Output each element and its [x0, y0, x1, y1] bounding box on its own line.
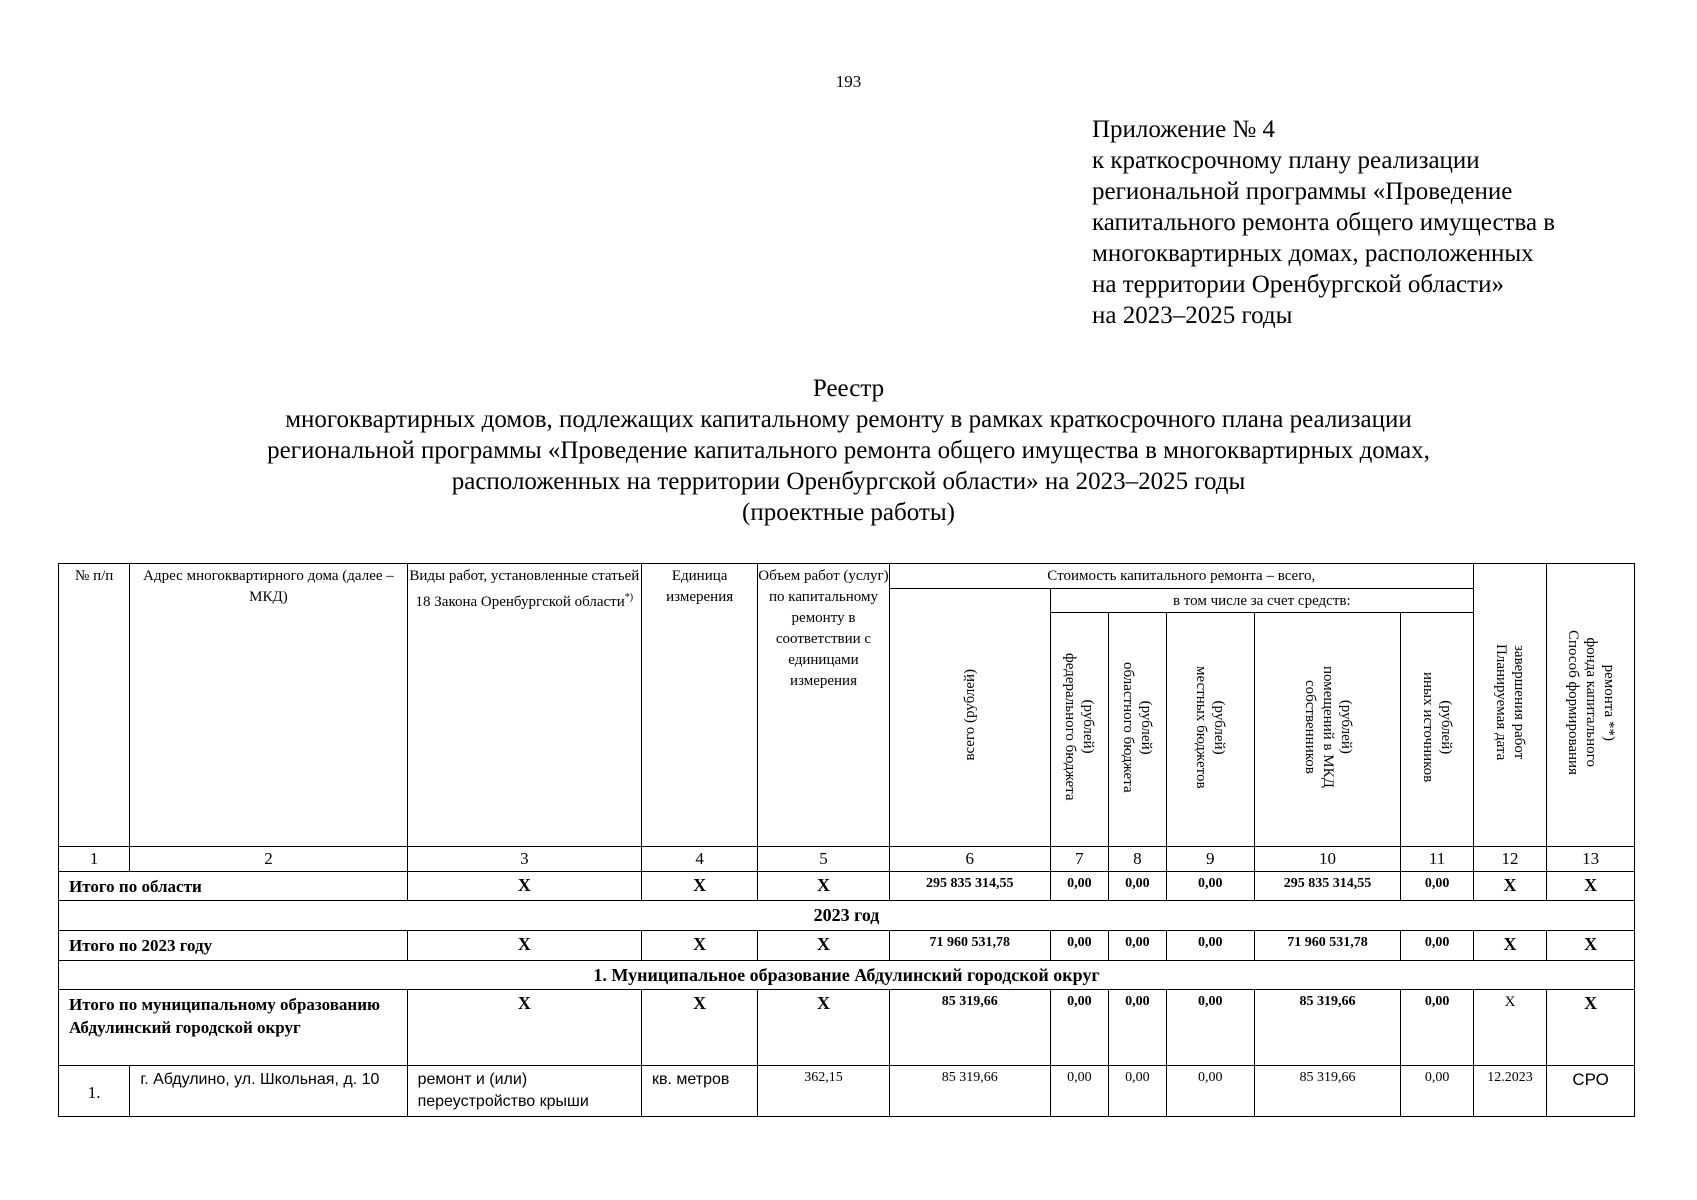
x-mark: X [642, 990, 758, 1066]
appendix-line: региональной программы «Проведение [1092, 178, 1513, 205]
total-region-label: Итого по области [59, 872, 408, 901]
total-year-row [59, 931, 1635, 961]
row-works: ремонт и (или) переустройство крыши [407, 1066, 641, 1117]
appendix-line: Приложение № 4 [1092, 116, 1276, 143]
column-number-row [59, 847, 1635, 872]
other-value: 0,00 [1401, 990, 1473, 1066]
owners-value: 295 835 314,55 [1254, 872, 1401, 901]
local-value: 0,00 [1166, 990, 1254, 1066]
col-header-local [1166, 613, 1254, 847]
federal-value: 0,00 [1050, 872, 1108, 901]
col-header-regional [1108, 613, 1166, 847]
col-header-local-line: местных бюджетов [1193, 665, 1210, 789]
row-owners: 85 319,66 [1254, 1066, 1401, 1117]
row-federal: 0,00 [1050, 1066, 1108, 1117]
x-mark: X [758, 931, 889, 961]
column-number: 4 [642, 847, 758, 872]
x-mark: X [407, 872, 641, 901]
total-municipality-row [59, 990, 1635, 1066]
column-number: 7 [1050, 847, 1108, 872]
year-section-row [59, 901, 1635, 931]
x-mark: X [758, 872, 889, 901]
total-municipality-label: Итого по муниципальному образованию Абдулинский городской округ [59, 990, 408, 1066]
registry-title-line: Реестр [812, 375, 885, 402]
row-address: г. Абдулино, ул. Школьная, д. 10 [130, 1066, 407, 1117]
municipality-section-row [59, 961, 1635, 990]
x-mark: X [1547, 872, 1635, 901]
appendix-line: к краткосрочному плану реализации [1092, 147, 1480, 174]
col-header-date-line: завершения работ [1511, 645, 1528, 760]
col-header-date [1473, 564, 1546, 847]
other-value: 0,00 [1401, 872, 1473, 901]
col-header-total [889, 589, 1050, 847]
col-header-cost-group: Стоимость капитального ремонта – всего, [889, 564, 1473, 589]
column-number: 8 [1108, 847, 1166, 872]
column-number: 10 [1254, 847, 1401, 872]
total-region-row [59, 872, 1635, 901]
col-header-federal-line: федерального бюджета [1062, 653, 1079, 801]
appendix-line: многоквартирных домах, расположенных [1092, 240, 1534, 267]
header-row-1 [59, 564, 1635, 589]
row-local: 0,00 [1166, 1066, 1254, 1117]
owners-value: 85 319,66 [1254, 990, 1401, 1066]
regional-value: 0,00 [1108, 872, 1166, 901]
federal-value: 0,00 [1050, 990, 1108, 1066]
col-header-owners-line: (рублей) [1337, 699, 1354, 755]
other-value: 0,00 [1401, 931, 1473, 961]
registry-table [58, 563, 1635, 1117]
col-header-other-line: иных источников [1420, 671, 1437, 783]
local-value: 0,00 [1166, 931, 1254, 961]
col-header-works [407, 564, 641, 847]
row-number: 1. [59, 1066, 130, 1117]
x-mark: X [407, 990, 641, 1066]
column-number: 13 [1547, 847, 1635, 872]
federal-value: 0,00 [1050, 931, 1108, 961]
row-fund: СРО [1547, 1066, 1635, 1117]
col-header-federal [1050, 613, 1108, 847]
col-header-address: Адрес многоквартирного дома (далее – МКД) [130, 564, 407, 847]
table-row [59, 1066, 1635, 1117]
row-date: 12.2023 [1473, 1066, 1546, 1117]
col-header-other-line: (рублей) [1438, 699, 1455, 755]
total-value: 85 319,66 [889, 990, 1050, 1066]
total-value: 71 960 531,78 [889, 931, 1050, 961]
registry-title-line: региональной программы «Проведение капитального ремонта общего имущества в многоквартирных домах, [267, 437, 1430, 464]
col-header-fund [1547, 564, 1635, 847]
col-header-total-text: всего (рублей) [961, 669, 978, 761]
total-year-label: Итого по 2023 году [59, 931, 408, 961]
row-unit: кв. метров [642, 1066, 758, 1117]
row-total: 85 319,66 [889, 1066, 1050, 1117]
col-header-fund-line: ремонта **) [1600, 664, 1617, 741]
x-mark: X [407, 931, 641, 961]
col-header-date-line: Планируемая дата [1493, 644, 1510, 761]
column-number: 9 [1166, 847, 1254, 872]
col-header-local-line: (рублей) [1211, 699, 1228, 755]
appendix-line: на 2023–2025 годы [1092, 302, 1293, 329]
page-number: 193 [835, 72, 862, 91]
appendix-caption [1092, 114, 1555, 331]
x-mark: X [1473, 990, 1546, 1066]
col-header-owners-line: собственников [1301, 680, 1318, 774]
col-header-unit: Единица измерения [642, 564, 758, 847]
x-mark: X [642, 872, 758, 901]
col-header-works-text: Виды работ, установленные статьей 18 Закона Оренбургской области [409, 568, 640, 610]
col-header-incl-group: в том числе за счет средств: [1050, 589, 1473, 613]
x-mark: X [1473, 872, 1546, 901]
row-volume: 362,15 [758, 1066, 889, 1117]
col-header-volume: Объем работ (услуг) по капитальному ремонту в соответствии с единицами измерения [758, 564, 889, 847]
registry-title-line: расположенных на территории Оренбургской области» на 2023–2025 годы [451, 468, 1246, 495]
row-regional: 0,00 [1108, 1066, 1166, 1117]
column-number: 5 [758, 847, 889, 872]
column-number: 6 [889, 847, 1050, 872]
appendix-line: капитального ремонта общего имущества в [1092, 209, 1556, 236]
registry-title-line: многоквартирных домов, подлежащих капитальному ремонту в рамках краткосрочного плана реализации [285, 406, 1412, 433]
col-header-num: № п/п [59, 564, 130, 847]
year-section-title: 2023 год [59, 901, 1635, 931]
municipality-section-title: 1. Муниципальное образование Абдулинский городской округ [59, 961, 1635, 990]
column-number: 12 [1473, 847, 1546, 872]
col-header-owners [1254, 613, 1401, 847]
x-mark: X [758, 990, 889, 1066]
column-number: 2 [130, 847, 407, 872]
regional-value: 0,00 [1108, 990, 1166, 1066]
col-header-fund-line: фонда капитального [1582, 637, 1599, 768]
col-header-federal-line: (рублей) [1080, 699, 1097, 755]
col-header-regional-line: областного бюджета [1120, 661, 1137, 793]
col-header-fund-line: Способ формирования [1564, 630, 1581, 775]
column-number: 3 [407, 847, 641, 872]
col-header-other [1401, 613, 1473, 847]
col-header-owners-line: помещений в МКД [1319, 666, 1336, 788]
x-mark: X [642, 931, 758, 961]
column-number: 1 [59, 847, 130, 872]
registry-title-line: (проектные работы) [742, 499, 955, 526]
regional-value: 0,00 [1108, 931, 1166, 961]
col-header-regional-line: (рублей) [1138, 699, 1155, 755]
total-value: 295 835 314,55 [889, 872, 1050, 901]
x-mark: X [1547, 990, 1635, 1066]
x-mark: X [1547, 931, 1635, 961]
footnote-mark: *) [624, 592, 634, 603]
local-value: 0,00 [1166, 872, 1254, 901]
column-number: 11 [1401, 847, 1473, 872]
owners-value: 71 960 531,78 [1254, 931, 1401, 961]
appendix-line: на территории Оренбургской области» [1092, 271, 1504, 298]
x-mark: X [1473, 931, 1546, 961]
row-other: 0,00 [1401, 1066, 1473, 1117]
registry-title [0, 373, 1697, 528]
